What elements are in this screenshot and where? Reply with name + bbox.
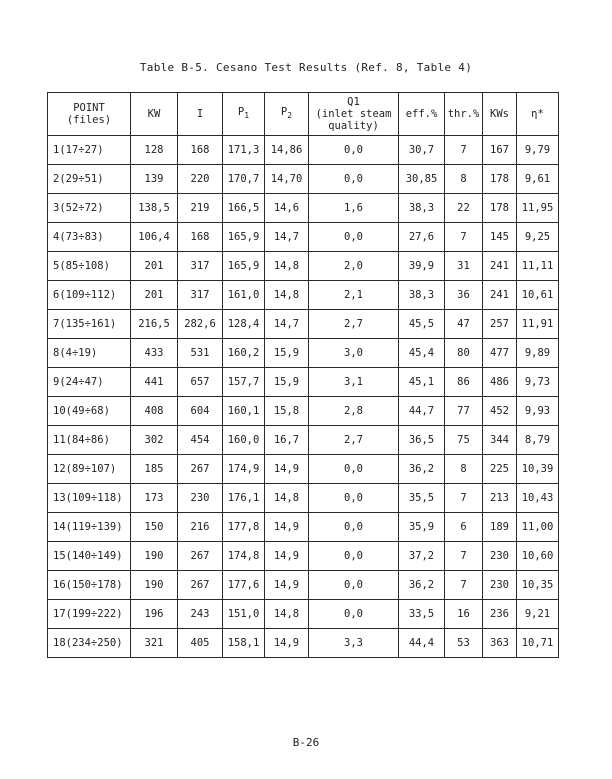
cell-i: 220 (178, 165, 223, 194)
cell-point: 16(150÷178) (48, 571, 131, 600)
table-row (48, 252, 559, 281)
cell-kw: 173 (131, 484, 178, 513)
cell-point: 9(24÷47) (48, 368, 131, 397)
cell-q1: 2,1 (309, 281, 399, 310)
cell-p2: 14,8 (265, 600, 309, 629)
cell-thr: 36 (445, 281, 483, 310)
cell-p2: 14,9 (265, 513, 309, 542)
cell-q1: 2,8 (309, 397, 399, 426)
cell-point: 13(109÷118) (48, 484, 131, 513)
header-i: I (178, 93, 223, 136)
cell-i: 168 (178, 223, 223, 252)
cell-kws: 241 (483, 252, 517, 281)
cell-thr: 8 (445, 165, 483, 194)
cell-p2: 14,9 (265, 629, 309, 658)
table-row (48, 600, 559, 629)
cell-q1: 0,0 (309, 571, 399, 600)
table-body (48, 136, 559, 658)
header-kw: KW (131, 93, 178, 136)
cell-q1: 0,0 (309, 136, 399, 165)
cell-q1: 0,0 (309, 513, 399, 542)
cell-i: 267 (178, 542, 223, 571)
cell-thr: 53 (445, 629, 483, 658)
cell-kws: 477 (483, 339, 517, 368)
header-row (48, 93, 559, 136)
table-row (48, 455, 559, 484)
cell-kw: 150 (131, 513, 178, 542)
cell-p1: 165,9 (223, 223, 265, 252)
cell-eta: 10,60 (517, 542, 559, 571)
cell-p2: 14,8 (265, 484, 309, 513)
cell-eta: 11,91 (517, 310, 559, 339)
table-row (48, 339, 559, 368)
cell-q1: 0,0 (309, 223, 399, 252)
cell-p2: 14,7 (265, 223, 309, 252)
cell-p1: 161,0 (223, 281, 265, 310)
cell-thr: 7 (445, 542, 483, 571)
cell-thr: 75 (445, 426, 483, 455)
cell-thr: 22 (445, 194, 483, 223)
cell-p1: 174,9 (223, 455, 265, 484)
cell-i: 531 (178, 339, 223, 368)
cell-point: 4(73÷83) (48, 223, 131, 252)
table-row (48, 484, 559, 513)
cell-p1: 166,5 (223, 194, 265, 223)
cell-q1: 2,0 (309, 252, 399, 281)
cell-eff: 44,7 (399, 397, 445, 426)
cell-p1: 128,4 (223, 310, 265, 339)
cell-q1: 0,0 (309, 600, 399, 629)
cell-p1: 177,6 (223, 571, 265, 600)
cell-kw: 216,5 (131, 310, 178, 339)
cell-eff: 36,5 (399, 426, 445, 455)
cell-point: 6(109÷112) (48, 281, 131, 310)
cell-p2: 14,70 (265, 165, 309, 194)
header-p2-sub: 2 (287, 111, 293, 120)
header-thr: thr.% (445, 93, 483, 136)
cell-kw: 106,4 (131, 223, 178, 252)
cell-eff: 38,3 (399, 194, 445, 223)
cell-eff: 33,5 (399, 600, 445, 629)
cell-kw: 441 (131, 368, 178, 397)
cell-kw: 128 (131, 136, 178, 165)
cell-i: 604 (178, 397, 223, 426)
results-table (47, 92, 559, 658)
cell-kw: 433 (131, 339, 178, 368)
cell-p1: 160,0 (223, 426, 265, 455)
cell-kws: 363 (483, 629, 517, 658)
cell-p2: 16,7 (265, 426, 309, 455)
cell-thr: 7 (445, 571, 483, 600)
cell-kws: 189 (483, 513, 517, 542)
cell-eta: 9,21 (517, 600, 559, 629)
cell-q1: 3,1 (309, 368, 399, 397)
cell-p1: 151,0 (223, 600, 265, 629)
cell-point: 18(234÷250) (48, 629, 131, 658)
cell-point: 17(199÷222) (48, 600, 131, 629)
cell-p2: 15,8 (265, 397, 309, 426)
cell-p1: 157,7 (223, 368, 265, 397)
cell-kw: 185 (131, 455, 178, 484)
cell-thr: 7 (445, 223, 483, 252)
cell-p2: 15,9 (265, 339, 309, 368)
cell-kw: 201 (131, 281, 178, 310)
cell-p2: 14,86 (265, 136, 309, 165)
table-row (48, 223, 559, 252)
cell-kw: 321 (131, 629, 178, 658)
cell-q1: 2,7 (309, 426, 399, 455)
table-row (48, 629, 559, 658)
cell-kws: 225 (483, 455, 517, 484)
cell-thr: 6 (445, 513, 483, 542)
header-p1-base: P (237, 106, 245, 118)
cell-p2: 14,8 (265, 252, 309, 281)
cell-q1: 0,0 (309, 165, 399, 194)
cell-eta: 11,95 (517, 194, 559, 223)
cell-thr: 31 (445, 252, 483, 281)
cell-kw: 190 (131, 542, 178, 571)
cell-thr: 7 (445, 484, 483, 513)
cell-i: 317 (178, 252, 223, 281)
cell-p1: 160,1 (223, 397, 265, 426)
cell-kw: 201 (131, 252, 178, 281)
cell-eff: 38,3 (399, 281, 445, 310)
cell-kws: 452 (483, 397, 517, 426)
cell-point: 1(17÷27) (48, 136, 131, 165)
table-row (48, 368, 559, 397)
cell-eta: 10,61 (517, 281, 559, 310)
cell-eta: 9,93 (517, 397, 559, 426)
header-p1 (223, 93, 265, 136)
cell-p2: 14,6 (265, 194, 309, 223)
cell-eta: 10,71 (517, 629, 559, 658)
header-point-line1: POINT (73, 102, 105, 114)
cell-q1: 3,0 (309, 339, 399, 368)
cell-i: 267 (178, 571, 223, 600)
cell-p2: 14,9 (265, 455, 309, 484)
table-row (48, 426, 559, 455)
cell-point: 5(85÷108) (48, 252, 131, 281)
table-row (48, 136, 559, 165)
cell-p2: 15,9 (265, 368, 309, 397)
cell-p2: 14,9 (265, 542, 309, 571)
cell-i: 405 (178, 629, 223, 658)
cell-point: 8(4÷19) (48, 339, 131, 368)
table-row (48, 542, 559, 571)
cell-thr: 47 (445, 310, 483, 339)
cell-i: 317 (178, 281, 223, 310)
header-p2-base: P (280, 106, 288, 118)
cell-eta: 8,79 (517, 426, 559, 455)
header-point (48, 93, 131, 136)
cell-p1: 177,8 (223, 513, 265, 542)
cell-eta: 11,11 (517, 252, 559, 281)
cell-eff: 45,5 (399, 310, 445, 339)
cell-kws: 178 (483, 165, 517, 194)
cell-p1: 158,1 (223, 629, 265, 658)
cell-kws: 213 (483, 484, 517, 513)
cell-eff: 36,2 (399, 571, 445, 600)
table-row (48, 194, 559, 223)
cell-q1: 2,7 (309, 310, 399, 339)
page-number: B-26 (292, 736, 320, 749)
table-row (48, 165, 559, 194)
header-q1-line1: Q1 (347, 96, 360, 108)
cell-kw: 138,5 (131, 194, 178, 223)
cell-i: 243 (178, 600, 223, 629)
cell-p1: 170,7 (223, 165, 265, 194)
cell-point: 12(89÷107) (48, 455, 131, 484)
table-row (48, 310, 559, 339)
header-q1-line3: quality) (328, 120, 379, 132)
cell-point: 2(29÷51) (48, 165, 131, 194)
cell-eta: 9,25 (517, 223, 559, 252)
header-point-line2: (files) (66, 114, 112, 126)
cell-i: 454 (178, 426, 223, 455)
header-kws: KWs (483, 93, 517, 136)
cell-eta: 11,00 (517, 513, 559, 542)
cell-eff: 44,4 (399, 629, 445, 658)
cell-p1: 165,9 (223, 252, 265, 281)
cell-point: 15(140÷149) (48, 542, 131, 571)
cell-kws: 178 (483, 194, 517, 223)
cell-i: 216 (178, 513, 223, 542)
cell-point: 7(135÷161) (48, 310, 131, 339)
table-row (48, 397, 559, 426)
cell-p2: 14,9 (265, 571, 309, 600)
cell-point: 3(52÷72) (48, 194, 131, 223)
cell-kw: 408 (131, 397, 178, 426)
header-q1 (309, 93, 399, 136)
cell-kws: 145 (483, 223, 517, 252)
cell-thr: 8 (445, 455, 483, 484)
cell-eff: 27,6 (399, 223, 445, 252)
cell-point: 14(119÷139) (48, 513, 131, 542)
cell-kws: 486 (483, 368, 517, 397)
header-p2 (265, 93, 309, 136)
cell-eff: 37,2 (399, 542, 445, 571)
cell-eta: 9,73 (517, 368, 559, 397)
cell-p2: 14,7 (265, 310, 309, 339)
cell-eta: 9,89 (517, 339, 559, 368)
table-row (48, 513, 559, 542)
cell-p2: 14,8 (265, 281, 309, 310)
header-q1-line2: (inlet steam (315, 108, 392, 120)
header-eff: eff.% (399, 93, 445, 136)
cell-kws: 241 (483, 281, 517, 310)
cell-thr: 16 (445, 600, 483, 629)
cell-kw: 139 (131, 165, 178, 194)
header-eta: η* (517, 93, 559, 136)
cell-eta: 9,79 (517, 136, 559, 165)
cell-i: 230 (178, 484, 223, 513)
cell-eff: 39,9 (399, 252, 445, 281)
cell-q1: 0,0 (309, 484, 399, 513)
cell-thr: 80 (445, 339, 483, 368)
cell-eta: 10,39 (517, 455, 559, 484)
cell-i: 657 (178, 368, 223, 397)
cell-thr: 77 (445, 397, 483, 426)
cell-eff: 45,1 (399, 368, 445, 397)
cell-thr: 7 (445, 136, 483, 165)
cell-kw: 302 (131, 426, 178, 455)
cell-q1: 0,0 (309, 542, 399, 571)
cell-kws: 230 (483, 542, 517, 571)
cell-i: 168 (178, 136, 223, 165)
cell-kws: 167 (483, 136, 517, 165)
cell-eta: 10,35 (517, 571, 559, 600)
cell-eta: 10,43 (517, 484, 559, 513)
cell-eff: 35,5 (399, 484, 445, 513)
cell-kws: 257 (483, 310, 517, 339)
cell-p1: 171,3 (223, 136, 265, 165)
cell-eff: 30,85 (399, 165, 445, 194)
cell-i: 267 (178, 455, 223, 484)
cell-kws: 230 (483, 571, 517, 600)
cell-i: 282,6 (178, 310, 223, 339)
table-caption: Table B-5. Cesano Test Results (Ref. 8, Table 4) (139, 61, 473, 74)
cell-point: 10(49÷68) (48, 397, 131, 426)
table-row (48, 281, 559, 310)
cell-eff: 45,4 (399, 339, 445, 368)
cell-q1: 1,6 (309, 194, 399, 223)
cell-q1: 0,0 (309, 455, 399, 484)
cell-thr: 86 (445, 368, 483, 397)
cell-eff: 36,2 (399, 455, 445, 484)
cell-kw: 196 (131, 600, 178, 629)
cell-kws: 344 (483, 426, 517, 455)
cell-eff: 30,7 (399, 136, 445, 165)
header-p1-sub: 1 (244, 111, 250, 120)
cell-p1: 176,1 (223, 484, 265, 513)
cell-eta: 9,61 (517, 165, 559, 194)
cell-q1: 3,3 (309, 629, 399, 658)
cell-eff: 35,9 (399, 513, 445, 542)
cell-i: 219 (178, 194, 223, 223)
cell-kw: 190 (131, 571, 178, 600)
cell-kws: 236 (483, 600, 517, 629)
table-row (48, 571, 559, 600)
cell-p1: 160,2 (223, 339, 265, 368)
cell-p1: 174,8 (223, 542, 265, 571)
cell-point: 11(84÷86) (48, 426, 131, 455)
